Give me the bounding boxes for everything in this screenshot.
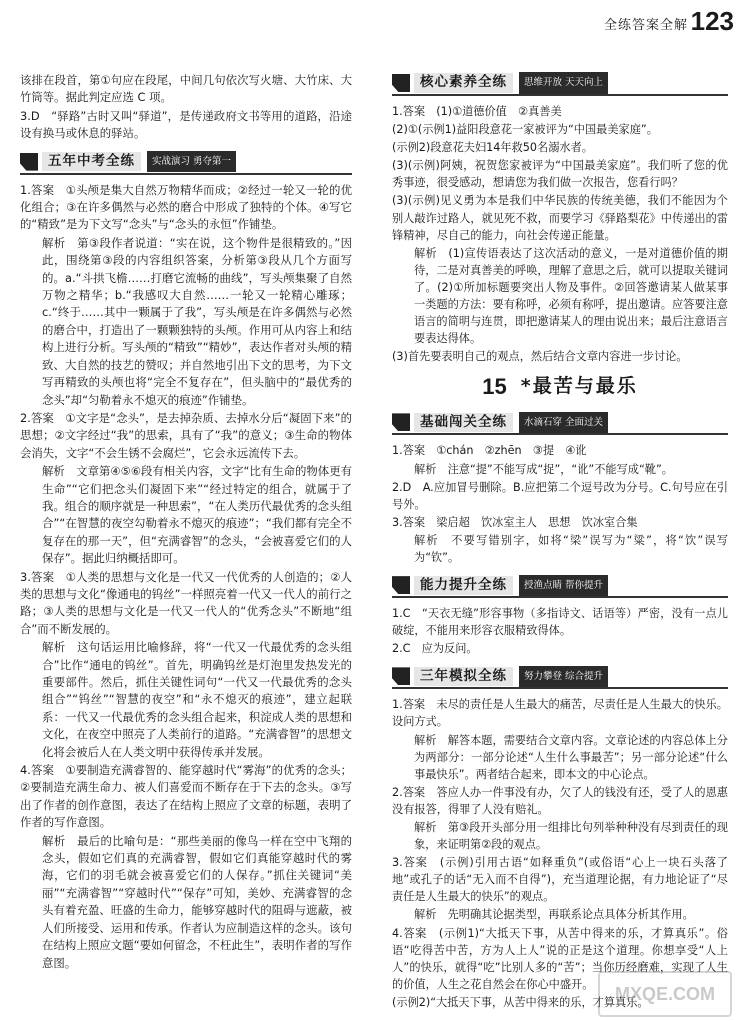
answer-paragraph: 1.答案 未尽的责任是人生最大的痛苦，尽责任是人生最大的快乐。设问方式。 [392,698,728,729]
analysis-paragraph: 解析 注意“提”不能写成“捉”，“讹”不能写成“靴”。 [414,462,673,476]
section-banner [392,72,728,96]
banner-subtitle: 授渔点睛 帮你提升 [519,575,608,596]
analysis-paragraph: 解析 (1)宣传语表达了这次活动的意义，一是对道德价值的期待，二是对真善美的呼唤，理解了意思之后，就可以提取关键词了。(2)①所加标题要突出人物及事件。②回答邀请某人做某事一类题的方法：要有称呼，必须有称呼，提出邀请。应答要注意语言的简明与连贯，即把邀请某人的理由说出来；最后注意语言要表达得体。 [414,246,728,346]
answer-paragraph: 3.答案 ①人类的思想与文化是一代又一代优秀的人创造的；②人类的思想与文化“像通电的钨丝”一样照亮着一代又一代人的前行之路；③人类的思想与文化是一代又一代人的“优秀念头”不断地“组合”而不断发展的。 [20,569,352,636]
section-banner [392,665,728,689]
banner-title: 基础闯关全练 [414,413,513,432]
banner-subtitle: 思维开放 天天向上 [519,72,608,93]
banner-subtitle: 努力攀登 综合提升 [519,666,608,687]
section-banner [392,574,728,598]
answer-paragraph: (3)(示例)见义勇为本是我们中华民族的传统美德，我们不能因为个别人敲诈过路人，就见死不救，而要学习《驿路梨花》中传递出的雷锋精神，尽自己的能力，向社会传递正能量。 [392,194,728,242]
analysis-paragraph: 解析 这句话运用比喻修辞，将“一代又一代最优秀的念头组合”比作“通电的钨丝”。首先，明确钨丝是灯泡里发热发光的重要部件。然后，抓住关键性词句“一代又一代最优秀的念头组合”“钨丝”“智慧的夜空”和“永不熄灭的痕迹”，建立起联系：一代又一代最优秀的念头组合起来，积淀成人类的思想和文化，在夜空中照亮了人类前行的道路。“充满睿智”的思想文化将会被后人在人类文明中获得传承并发展。 [42,640,352,759]
lesson-heading [392,369,728,403]
analysis-paragraph: 解析 解答本题，需要结合文章内容。文章论述的内容总体上分为两部分：一部分论述“人生什么事最苦”；另一部分论述“什么事最快乐”。两者结合起来，即本文的中心论点。 [414,733,728,781]
banner-title: 三年模拟全练 [414,667,513,686]
answer-paragraph: (3)首先要表明自己的观点，然后结合文章内容进一步讨论。 [392,350,688,364]
lesson-title: *最苦与最乐 [520,374,638,397]
paragraph: 3.D “驿路”古时又叫“驿道”，是传递政府文书等用的道路，沿途设有换马或休息的驿站。 [20,108,352,141]
answer-paragraph: 3.答案 (示例)引用古语“如释重负”(或俗语“心上一块石头落了地”或孔子的话“无入而不自得”)，充当道理论据，有力地论证了“尽责任是人生最大的快乐”的观点。 [392,856,728,904]
analysis-paragraph: 解析 第③段作者说道：“实在说，这个物件是很精致的。”因此，围绕第③段的内容组织答案，分析第③段从几个方面写的。a.“斗拱飞檐……打磨它流畅的曲线”，写头颅集聚了自然万物之精华；b.“我感叹大自然……一轮又一轮精心雕琢；c.“终于……其中一颗属于了我”，写头颅是在许多偶然与必然的磨合中，打造出了一颗颗独特的头颅。作用可从内容上和结构上进行分析。写头颅的“精致”“精妙”，表达作者对头颅的精致、大自然的技艺的赞叹；并自然地引出下文的思考，为下文写再精致的头颅也将“完全不复存在”，但头脑中的“最优秀的念头”却“匀勒着永不熄灭的痕迹”作铺垫。 [42,235,352,407]
page-header [0,0,750,44]
answer-paragraph: 2.D A.应加冒号删除。B.应把第二个逗号改为分号。C.句号应在引号外。 [392,480,728,511]
answer-paragraph: (2)①(示例1)益阳段意花一家被评为“中国最美家庭”。 [392,123,658,137]
answer-paragraph: 1.答案 (1)①道德价值 ②真善美 [392,105,562,118]
answer-paragraph: 1.答案 ①chán ②zhēn ③提 ④讹 [392,444,587,458]
answer-paragraph: 2.答案 ①文字是“念头”，是去掉杂质、去掉水分后“凝固下来”的思想；②文字经过“我”的思索，具有了“我”的意义；③生命的物体会消失，文字“不会生锈不会腐烂”，它会永远流传下去。 [20,410,352,460]
answer-paragraph: (示例2)“大抵天下事，从苦中得来的乐，才算真乐。 [392,995,649,1009]
lesson-number: 15 [482,373,507,399]
banner-icon [392,413,410,431]
banner-icon [20,153,38,171]
answer-paragraph: 4.答案 ①要制造充满睿智的、能穿越时代“雾海”的优秀的念头；②要制造充满生命力、被人们喜爱而不断存在于下去的念头。③写出了作者的创作意图，表达了在结构上照应了文章的标题，表明了作者的写作意图。 [20,763,352,830]
banner-icon [392,74,410,92]
banner-icon [392,667,410,685]
answer-paragraph: 2.答案 答应人办一件事没有办，欠了人的钱没有还，受了人的恩惠没有报答，得罪了人没有赔礼。 [392,785,728,816]
banner-title: 能力提升全练 [414,576,513,595]
banner-subtitle: 水滴石穿 全面过关 [519,412,608,433]
answer-paragraph: 4.答案 (示例1)“大抵天下事，从苦中得来的乐，才算真乐”。俗语“吃得苦中苦，方为人上人”说的正是这个道理。你想享受“人上人”的快乐，就得“吃”比别人多的“苦”；当你历经磨难，实现了人生的价值，人生之花自然会在你心中盛开。 [392,926,728,991]
header-title: 全练答案全解 [603,18,688,33]
analysis-paragraph: 解析 文章第④⑤⑥段有相关内容，文字“比有生命的物体更有生命”“它们把念头们凝固下来”“经过特定的组合，就属于了我。组合的顺序就是一种思索”，“在人类历代最优秀的念头组合”“在智慧的夜空勾勒着永不熄灭的痕迹”；“我们都有完全不复存在的那一天”，但“充满睿智”的念头，“会被喜爱它们的人保存”。据此归纳概括即可。 [42,464,352,566]
banner-icon [392,576,410,594]
answer-paragraph: 1.答案 ①头颅是集大自然万物精华而成；②经过一轮又一轮的优化组合；③在许多偶然与必然的磨合中形成了独特的个体。④写它的“精致”是为下文写“念头”与“念头的永恒”作铺垫。 [20,182,352,232]
answer-paragraph: 1.C “天衣无缝”形容事物（多指诗文、话语等）严密，没有一点儿破绽，不能用来形容衣服精致得体。 [392,607,728,638]
left-column [20,72,352,973]
analysis-paragraph: 解析 先明确其论据类型，再联系论点具体分析其作用。 [414,908,694,922]
right-column [392,72,728,1012]
banner-subtitle: 实战演习 勇夺第一 [147,151,236,172]
banner-title: 五年中考全练 [42,152,141,171]
answer-paragraph: (3)(示例)阿姨，祝贺您家被评为“中国最美家庭”。我们听了您的优秀事迹，很受感动，想请您为我们做一次报告，您看行吗？ [392,159,728,190]
analysis-paragraph: 解析 不要写错别字，如将“梁”误写为“粱”，将“饮”误写为“钦”。 [414,533,728,564]
answer-paragraph: 3.答案 梁启超 饮冰室主人 思想 饮冰室合集 [392,515,638,529]
page-number: 123 [690,6,734,36]
paragraph: 该排在段首，第①句应在段尾，中间几句依次写火塘、大竹床、大竹筒等。据此判定应选 C 项。 [20,73,352,105]
answer-paragraph: (示例2)段意花夫妇14年救50名溺水者。 [392,141,593,155]
analysis-paragraph: 解析 最后的比喻句是：“那些美丽的像鸟一样在空中飞翔的念头，假如它们真的充满睿智，假如它们真能穿越时代的雾海，它们的羽毛就会被喜爱它们的人保存。”抓住关键词“美丽”“充满睿智”“穿越时代”“保存”可知，美妙、充满睿智的念头有着充盈、旺盛的生命力，能够穿越时代的阻碍与遮蔽，被人们所接受、运用和传承。作者认为应制造这样的念头。该句在结构上照应文题“要如何留念，不枉此生”，表明作者的写作意图。 [42,833,352,970]
answer-paragraph: 2.C 应为反问。 [392,642,478,656]
analysis-paragraph: 解析 第③段开头部分用一组排比句列举种种没有尽到责任的现象，来证明第②段的观点。 [414,821,728,852]
section-banner [20,151,352,175]
banner-title: 核心素养全练 [414,73,513,92]
section-banner [392,411,728,435]
watermark-logo: MXQE.COM [598,971,732,1017]
